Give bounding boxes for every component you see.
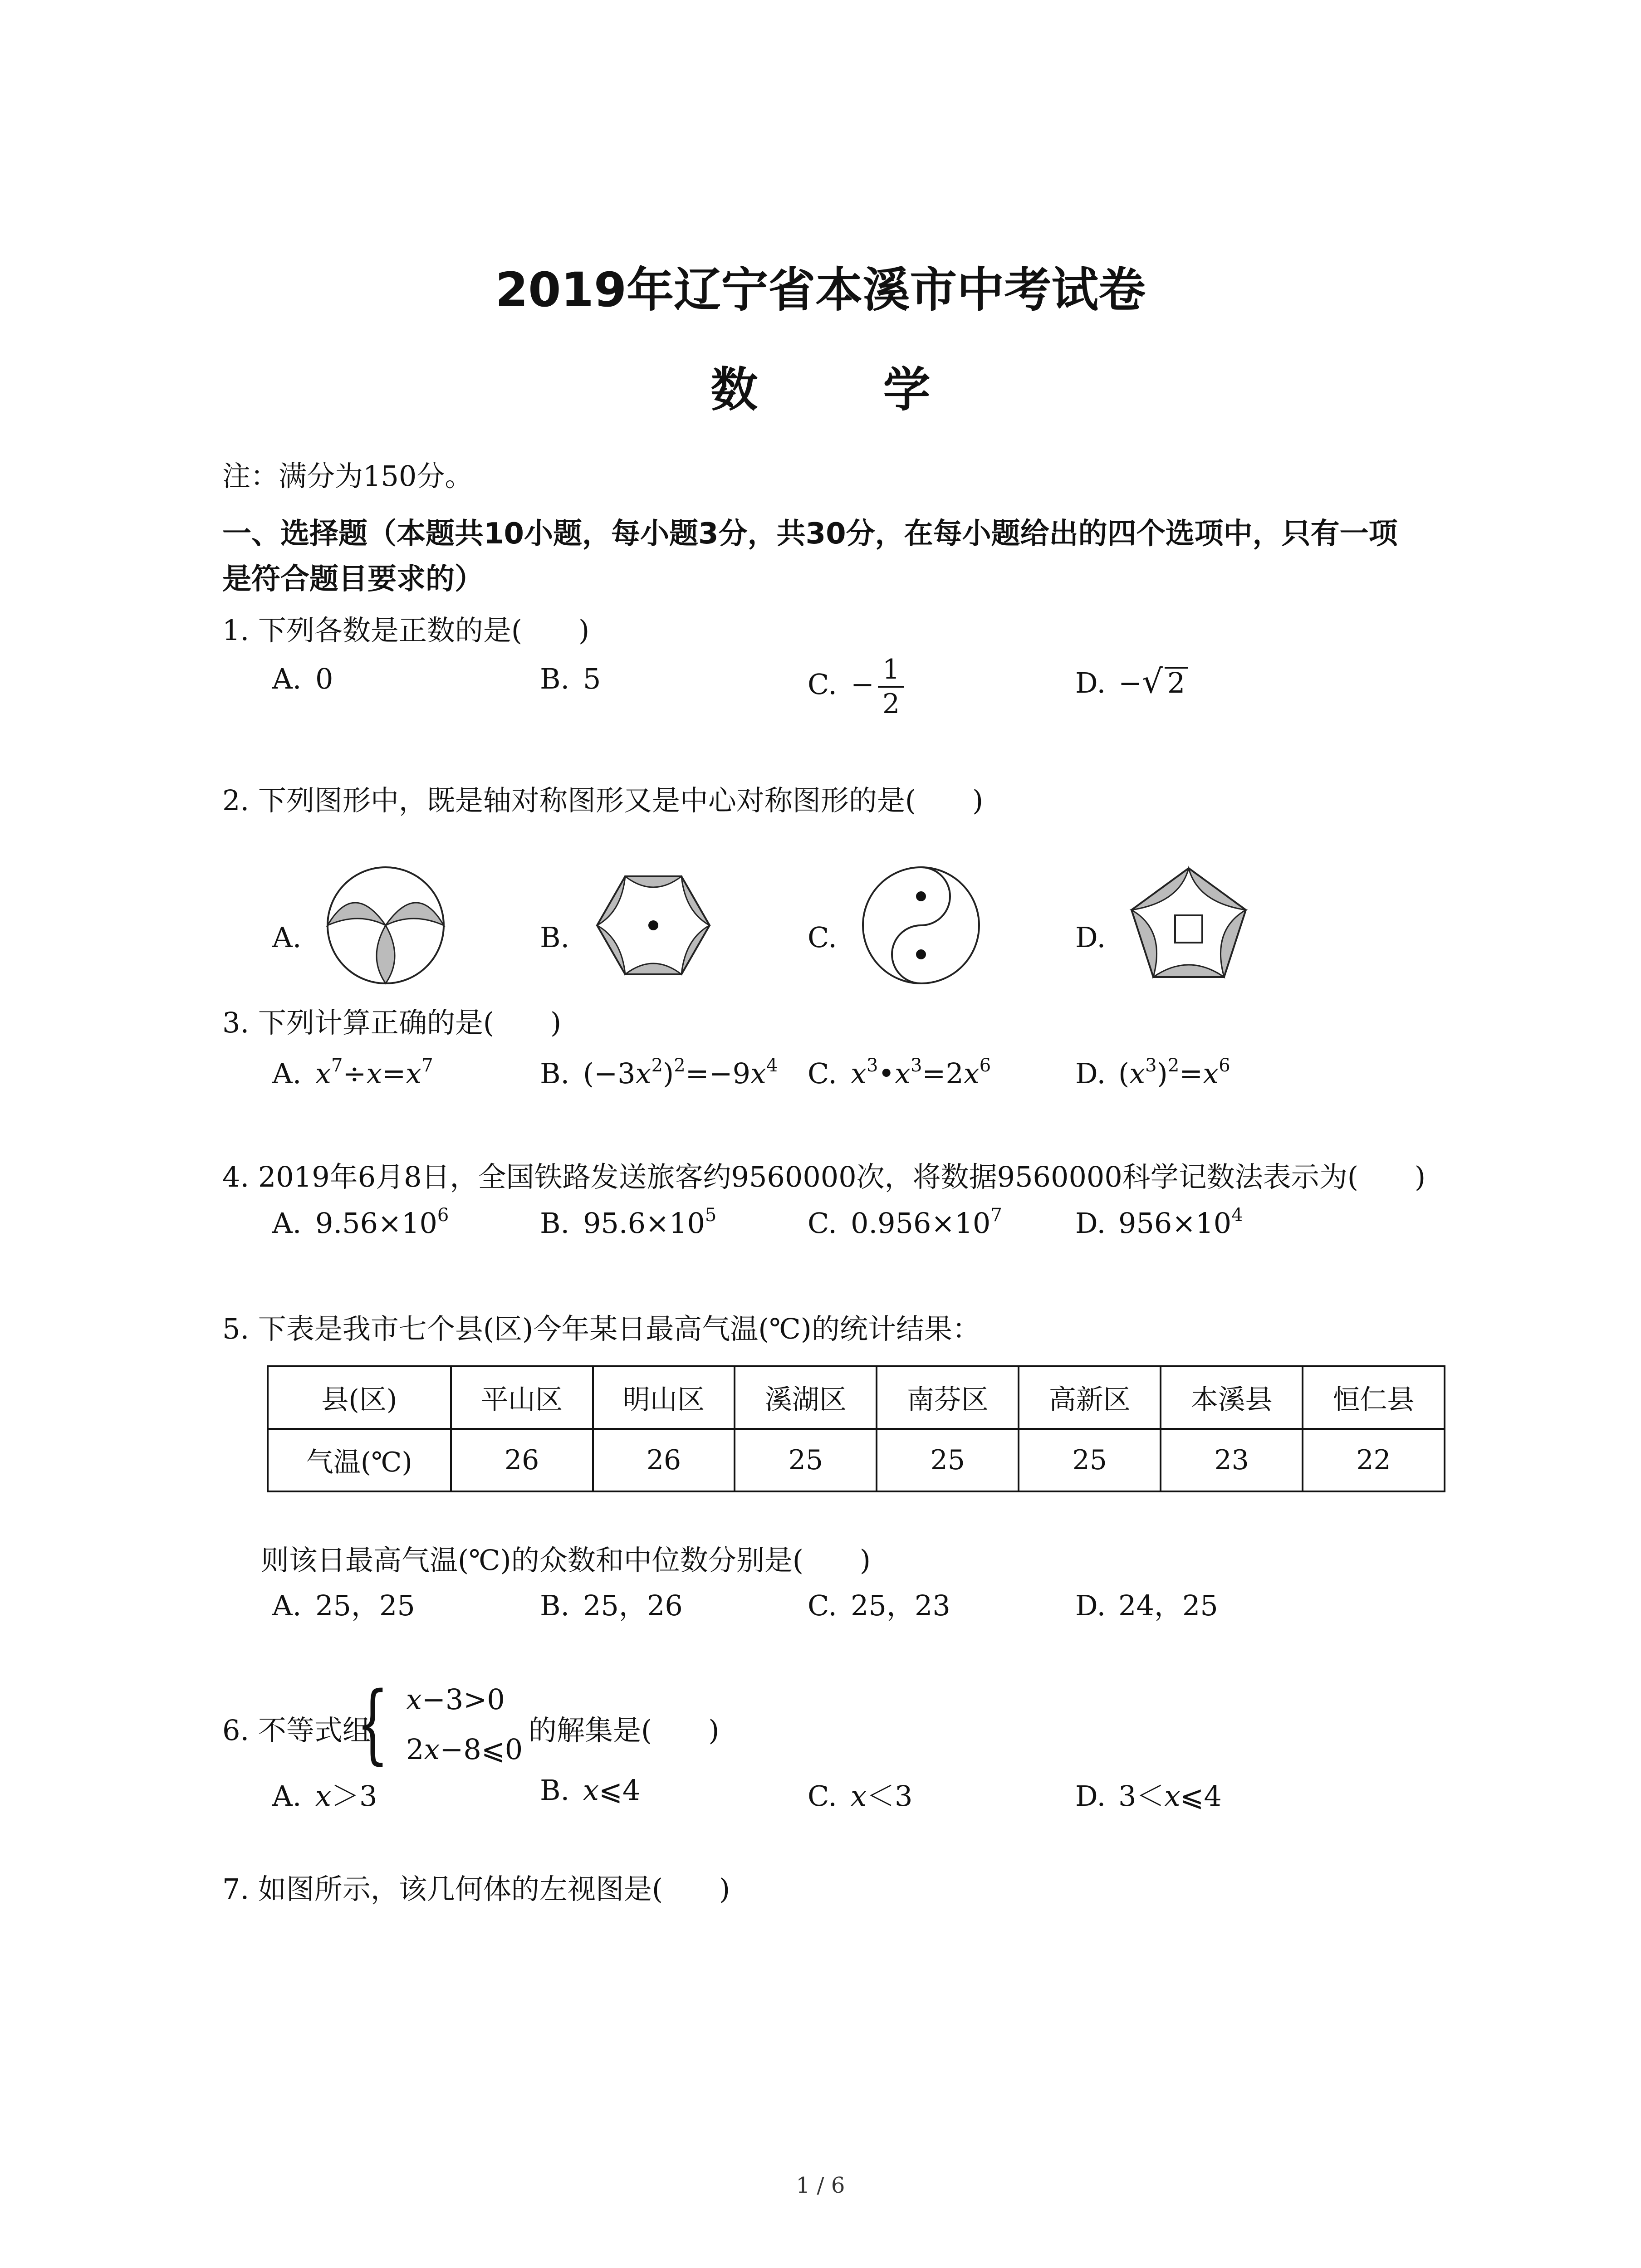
- option-label: B.: [540, 1057, 570, 1090]
- page-number: 1 / 6: [796, 2173, 845, 2198]
- table-cell: 本溪县: [1161, 1366, 1303, 1429]
- table-cell: 明山区: [593, 1366, 735, 1429]
- option-a: [272, 1774, 377, 1814]
- option-label: D.: [1075, 1779, 1106, 1813]
- formula: $x^7\div x=x^7$: [315, 1055, 433, 1090]
- option-label: C.: [808, 1589, 837, 1622]
- table-cell: 气温(℃): [268, 1429, 451, 1491]
- option-d: [1075, 662, 1188, 700]
- fraction: [878, 653, 904, 720]
- option-value: 0: [315, 662, 333, 695]
- option-b: [540, 1207, 716, 1240]
- option-a: [272, 662, 333, 695]
- question-4-stem: 4. 2019年6月8日，全国铁路发送旅客约9560000次，将数据9560000科学记数法表示为( ): [222, 1160, 1426, 1193]
- option-value: 9.56×10: [315, 1207, 437, 1240]
- hexagon-arcs-icon: [590, 862, 717, 989]
- section-heading-line1: 一、选择题（本题共10小题，每小题3分，共30分，在每小题给出的四个选项中，只有一项: [222, 517, 1398, 551]
- table-cell: 县(区): [268, 1366, 451, 1429]
- option-label: C.: [808, 1207, 837, 1240]
- option-c: [808, 1207, 1002, 1240]
- option-label: C.: [808, 1057, 837, 1090]
- option-label: D.: [1075, 1057, 1106, 1090]
- option-value: 24，25: [1118, 1589, 1218, 1622]
- option-c: [808, 653, 904, 720]
- inequality-1: x−3>0: [406, 1683, 505, 1716]
- table-cell: 25: [877, 1429, 1019, 1491]
- question-3-stem: 3. 下列计算正确的是( ): [222, 1006, 562, 1039]
- option-d-figure: [1075, 862, 1302, 1012]
- left-brace-icon: {: [356, 1673, 389, 1774]
- option-d: [1075, 1583, 1218, 1623]
- option-label: A.: [272, 662, 302, 695]
- option-label: A.: [272, 1779, 302, 1813]
- table-cell: 恒仁县: [1303, 1366, 1445, 1429]
- sqrt-icon: √: [1141, 662, 1163, 700]
- option-value: 25，23: [851, 1589, 950, 1622]
- option-c: [808, 1583, 950, 1623]
- question-7-stem: 7. 如图所示，该几何体的左视图是( ): [222, 1872, 730, 1906]
- formula: $(x^3)^2=x^6$: [1118, 1055, 1230, 1090]
- table-row: [268, 1429, 1445, 1491]
- table-cell: 26: [593, 1429, 735, 1491]
- subject-title: 数 学: [710, 362, 985, 417]
- option-b: [540, 1057, 778, 1090]
- option-label: A.: [272, 921, 302, 954]
- option-label: A.: [272, 1207, 302, 1240]
- formula: $(-3x^2)^2=-9x^4$: [583, 1055, 778, 1090]
- exponent: 5: [705, 1205, 717, 1226]
- score-note: 注：满分为150分。: [222, 459, 473, 493]
- option-label: C.: [808, 921, 837, 954]
- exponent: 6: [437, 1205, 449, 1226]
- option-d: [1075, 1207, 1243, 1240]
- inequality-2: 2x−8⩽0: [406, 1733, 523, 1766]
- minus-sign: −: [851, 668, 874, 701]
- table-cell: 高新区: [1019, 1366, 1161, 1429]
- inequality-system: [356, 1673, 547, 1783]
- table-cell: 25: [1019, 1429, 1161, 1491]
- table-cell: 溪湖区: [735, 1366, 877, 1429]
- exam-title: 2019年辽宁省本溪市中考试卷: [495, 262, 1146, 318]
- option-a: [272, 1583, 415, 1623]
- question-2-stem: 2. 下列图形中，既是轴对称图形又是中心对称图形的是( ): [222, 784, 984, 817]
- question-6-stem-prefix: 6. 不等式组: [222, 1714, 371, 1747]
- formula: $x^3•x^3=2x^6$: [851, 1055, 991, 1090]
- option-d: [1075, 1057, 1230, 1090]
- option-c-figure: [808, 862, 1034, 1012]
- temperature-table: [267, 1365, 1445, 1492]
- option-value: 5: [583, 662, 601, 695]
- option-label: B.: [540, 1589, 570, 1622]
- table-cell: 南芬区: [877, 1366, 1019, 1429]
- option-d: [1075, 1774, 1222, 1814]
- option-label: A.: [272, 1057, 302, 1090]
- option-label: A.: [272, 1589, 302, 1622]
- option-a: [272, 1057, 433, 1090]
- minus-sign: −: [1118, 666, 1142, 699]
- pentagon-square-icon: [1125, 862, 1252, 989]
- question-5-followup: 则该日最高气温(℃)的众数和中位数分别是( ): [261, 1544, 871, 1577]
- question-4-options: [272, 1207, 1543, 1252]
- question-6-stem-suffix: 的解集是( ): [529, 1714, 720, 1747]
- table-cell: 22: [1303, 1429, 1445, 1491]
- option-a: [272, 1207, 449, 1240]
- option-b: [540, 1583, 683, 1623]
- option-label: D.: [1075, 1589, 1106, 1622]
- formula: x＞3: [315, 1779, 377, 1813]
- option-value: 0.956×10: [851, 1207, 991, 1240]
- question-5-options: [272, 1583, 1543, 1628]
- option-label: B.: [540, 921, 570, 954]
- question-1-stem: 1. 下列各数是正数的是( ): [222, 614, 590, 647]
- numerator: 1: [878, 653, 904, 688]
- option-label: D.: [1075, 921, 1106, 954]
- option-value: 25，26: [583, 1589, 683, 1622]
- option-label: D.: [1075, 1207, 1106, 1240]
- table-row: [268, 1366, 1445, 1429]
- option-a-figure: [272, 862, 499, 1012]
- question-3-options: [272, 1057, 1543, 1102]
- option-b: [540, 662, 601, 695]
- three-petal-circle-icon: [322, 862, 449, 989]
- option-label: B.: [540, 662, 570, 695]
- question-1-options: [272, 654, 1543, 720]
- table-cell: 平山区: [451, 1366, 593, 1429]
- exponent: 7: [990, 1205, 1002, 1226]
- option-value: 25，25: [315, 1589, 415, 1622]
- table-cell: 23: [1161, 1429, 1303, 1491]
- option-b: [540, 1774, 640, 1807]
- exponent: 4: [1231, 1205, 1243, 1226]
- section-heading-line2: 是符合题目要求的）: [222, 562, 484, 596]
- option-label: C.: [808, 668, 837, 701]
- option-label: B.: [540, 1207, 570, 1240]
- option-value: 95.6×10: [583, 1207, 705, 1240]
- denominator: 2: [882, 688, 900, 720]
- table-cell: 25: [735, 1429, 877, 1491]
- table-cell: 26: [451, 1429, 593, 1491]
- option-c: [808, 1057, 991, 1090]
- option-label: D.: [1075, 666, 1106, 699]
- option-label: C.: [808, 1779, 837, 1813]
- taiji-icon: [857, 862, 985, 989]
- formula: x⩽4: [583, 1774, 641, 1807]
- formula: x＜3: [851, 1779, 913, 1813]
- question-5-stem: 5. 下表是我市七个县(区)今年某日最高气温(℃)的统计结果：: [222, 1312, 980, 1345]
- question-6-options: [272, 1774, 1543, 1819]
- option-c: [808, 1774, 912, 1814]
- option-b-figure: [540, 862, 767, 1012]
- radicand: 2: [1165, 667, 1188, 698]
- option-value: 956×10: [1118, 1207, 1232, 1240]
- formula: 3＜x⩽4: [1118, 1779, 1222, 1813]
- option-label: B.: [540, 1774, 570, 1807]
